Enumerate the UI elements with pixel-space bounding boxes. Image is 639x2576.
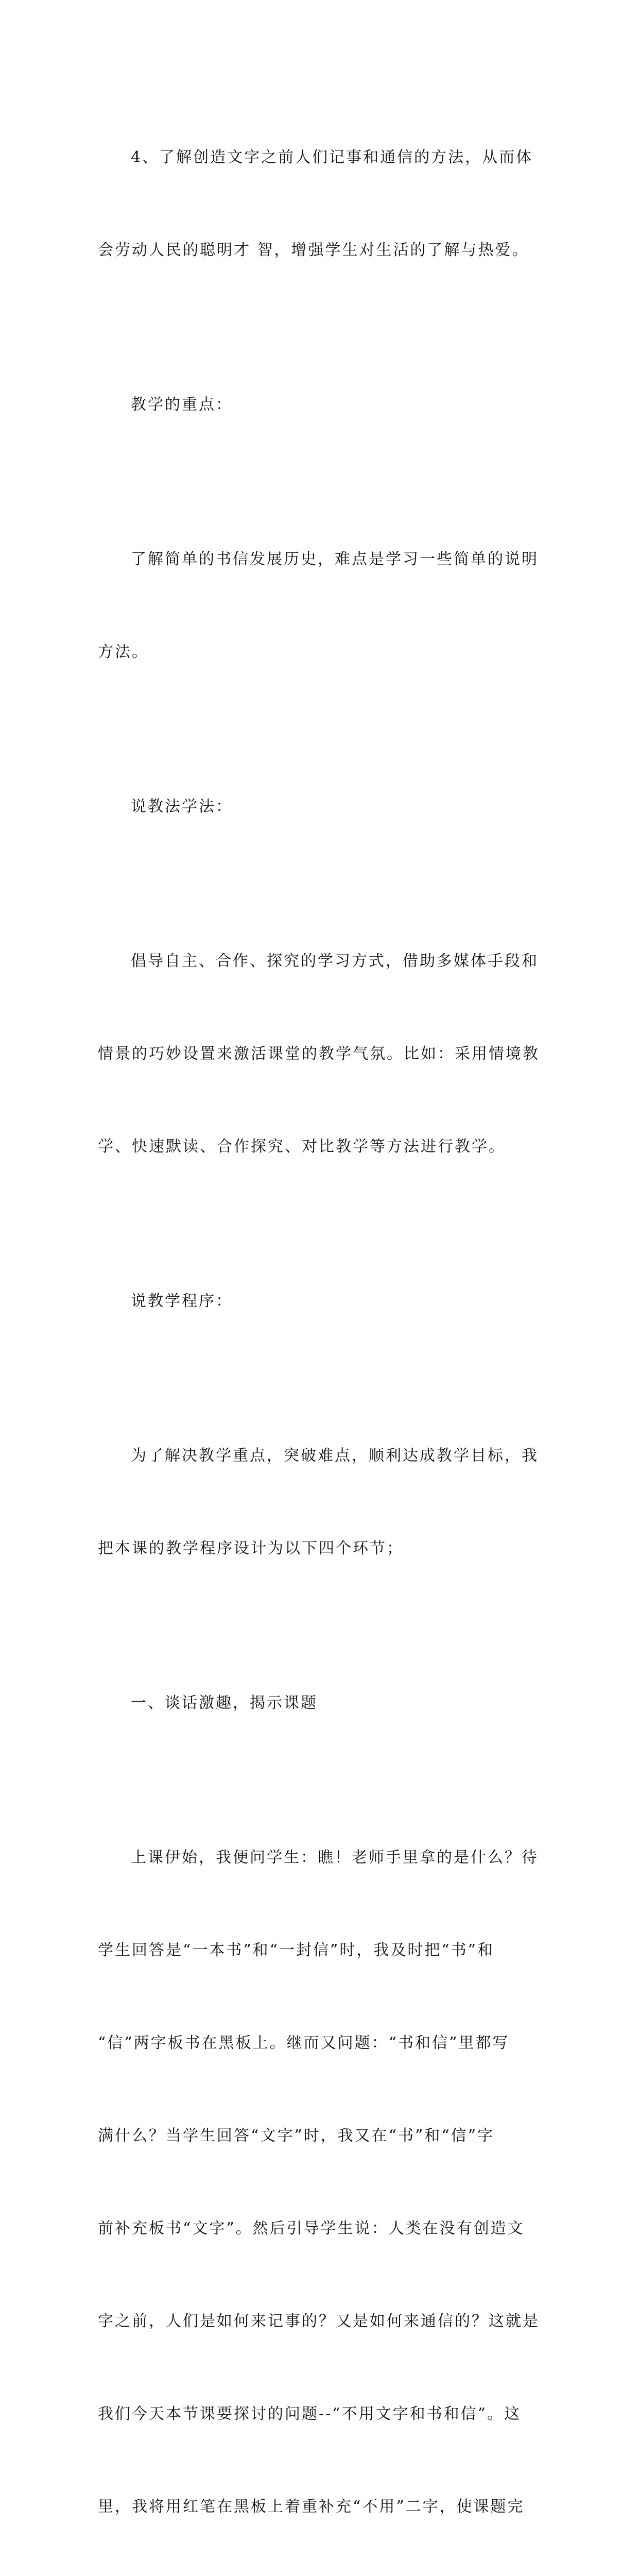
paragraph-objective-4 (98, 80, 541, 328)
text-line: 字之前，人们是如何来记事的？又是如何来通信的？这就是 (98, 2312, 540, 2330)
text-line: 把本课的教学程序设计为以下四个环节； (98, 1539, 404, 1557)
text-line: 说教法学法： (131, 798, 233, 816)
text-line: 会劳动人民的聪明才 智，增强学生对生活的了解与热爱。 (98, 241, 529, 259)
text-line: 方法。 (98, 643, 149, 661)
text-line: “信”两字板书在黑板上。继而又问题：“书和信”里都写 (98, 2034, 510, 2052)
text-line: 里，我将用红笔在黑板上着重补充“不用”二字，使课题完 (98, 2498, 525, 2516)
text-line: 我们今天本节课要探讨的问题--“不用文字和书和信”。这 (98, 2405, 521, 2423)
paragraph-procedure-intro (98, 1379, 541, 1626)
heading-teaching-procedure (98, 1224, 541, 1379)
text-line: 说教学程序： (131, 1292, 233, 1310)
text-line: 上课伊始，我便问学生：瞧！老师手里拿的是什么？待 (131, 1849, 539, 1867)
paragraph-section-1 (98, 1781, 541, 2576)
paragraph-teaching-methods (98, 884, 541, 1224)
heading-teaching-methods (98, 730, 541, 884)
text-line: 4、了解创造文字之前人们记事和通信的方法，从而体 (131, 148, 533, 166)
text-line: 前补充板书“文字”。然后引导学生说：人类在没有创造文 (98, 2219, 525, 2238)
document-body (98, 80, 541, 2576)
text-line: 了解简单的书信发展历史，难点是学习一些简单的说明 (131, 550, 539, 568)
text-line: 学生回答是“一本书”和“一封信”时，我及时把“书”和 (98, 1941, 495, 1959)
text-line: 一、谈话激趣，揭示课题 (131, 1694, 318, 1712)
heading-section-1 (98, 1626, 541, 1781)
text-line: 倡导自主、合作、探究的学习方式，借助多媒体手段和 (131, 952, 539, 970)
text-line: 教学的重点： (131, 396, 233, 414)
text-line: 为了解决教学重点，突破难点，顺利达成教学目标，我 (131, 1447, 539, 1465)
heading-teaching-focus (98, 328, 541, 482)
paragraph-teaching-focus (98, 482, 541, 730)
text-line: 情景的巧妙设置来激活课堂的教学气氛。比如：采用情境教 (98, 1045, 540, 1063)
text-line: 满什么？当学生回答“文字”时，我又在“书”和“信”字 (98, 2127, 495, 2145)
text-line: 学、快速默读、合作探究、对比教学等方法进行教学。 (98, 1138, 506, 1156)
